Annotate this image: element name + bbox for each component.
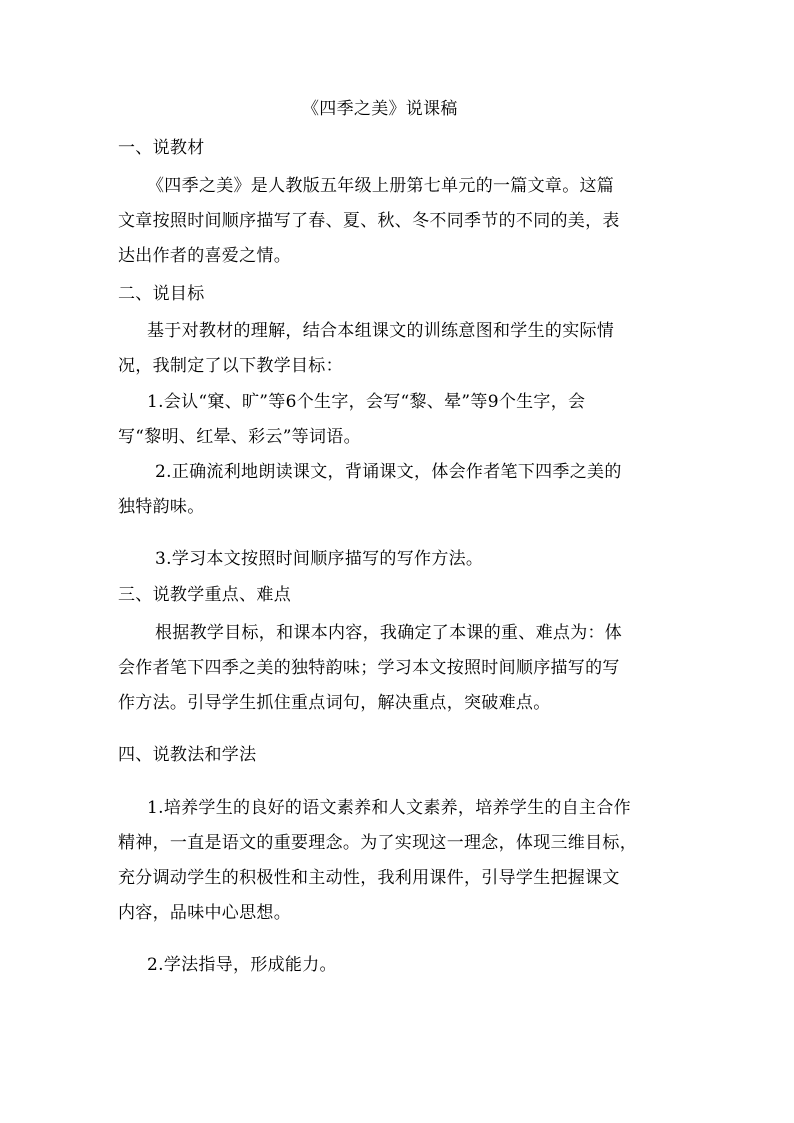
section-heading-methods: 四、说教法和学法 xyxy=(118,745,257,765)
section-heading-textbook: 一、说教材 xyxy=(118,138,205,158)
document-title: 《四季之美》说课稿 xyxy=(302,99,458,119)
paragraph-line: 《四季之美》是人教版五年级上册第七单元的一篇文章。这篇 xyxy=(147,176,615,196)
section-heading-key-points: 三、说教学重点、难点 xyxy=(118,585,291,605)
paragraph-line: 写“黎明、红晕、彩云”等词语。 xyxy=(118,427,361,447)
paragraph-line: 充分调动学生的积极性和主动性，我利用课件，引导学生把握课文 xyxy=(118,868,620,888)
paragraph-line: 况，我制定了以下教学目标： xyxy=(118,356,343,376)
paragraph-line: 达出作者的喜爱之情。 xyxy=(118,246,291,266)
method-item-1: 1.培养学生的良好的语文素养和人文素养，培养学生的自主合作 xyxy=(147,798,631,818)
paragraph-line: 精神，一直是语文的重要理念。为了实现这一理念，体现三维目标， xyxy=(118,833,637,853)
method-item-2: 2.学法指导，形成能力。 xyxy=(147,955,337,975)
goal-item-1: 1.会认“窠、旷”等6个生字，会写“黎、晕”等9个生字，会 xyxy=(147,392,586,412)
goal-item-3: 3.学习本文按照时间顺序描写的写作方法。 xyxy=(155,549,484,569)
paragraph-line: 根据教学目标，和课本内容，我确定了本课的重、难点为：体 xyxy=(155,623,623,643)
paragraph-line: 文章按照时间顺序描写了春、夏、秋、冬不同季节的不同的美，表 xyxy=(118,211,620,231)
paragraph-line: 基于对教材的理解，结合本组课文的训练意图和学生的实际情 xyxy=(147,321,615,341)
paragraph-line: 独特韵味。 xyxy=(118,497,205,517)
paragraph-line: 作方法。引导学生抓住重点词句，解决重点，突破难点。 xyxy=(118,693,551,713)
section-heading-goals: 二、说目标 xyxy=(118,284,205,304)
paragraph-line: 内容，品味中心思想。 xyxy=(118,903,291,923)
goal-item-2: 2.正确流利地朗读课文，背诵课文，体会作者笔下四季之美的 xyxy=(155,462,622,482)
paragraph-line: 会作者笔下四季之美的独特韵味；学习本文按照时间顺序描写的写 xyxy=(118,658,620,678)
